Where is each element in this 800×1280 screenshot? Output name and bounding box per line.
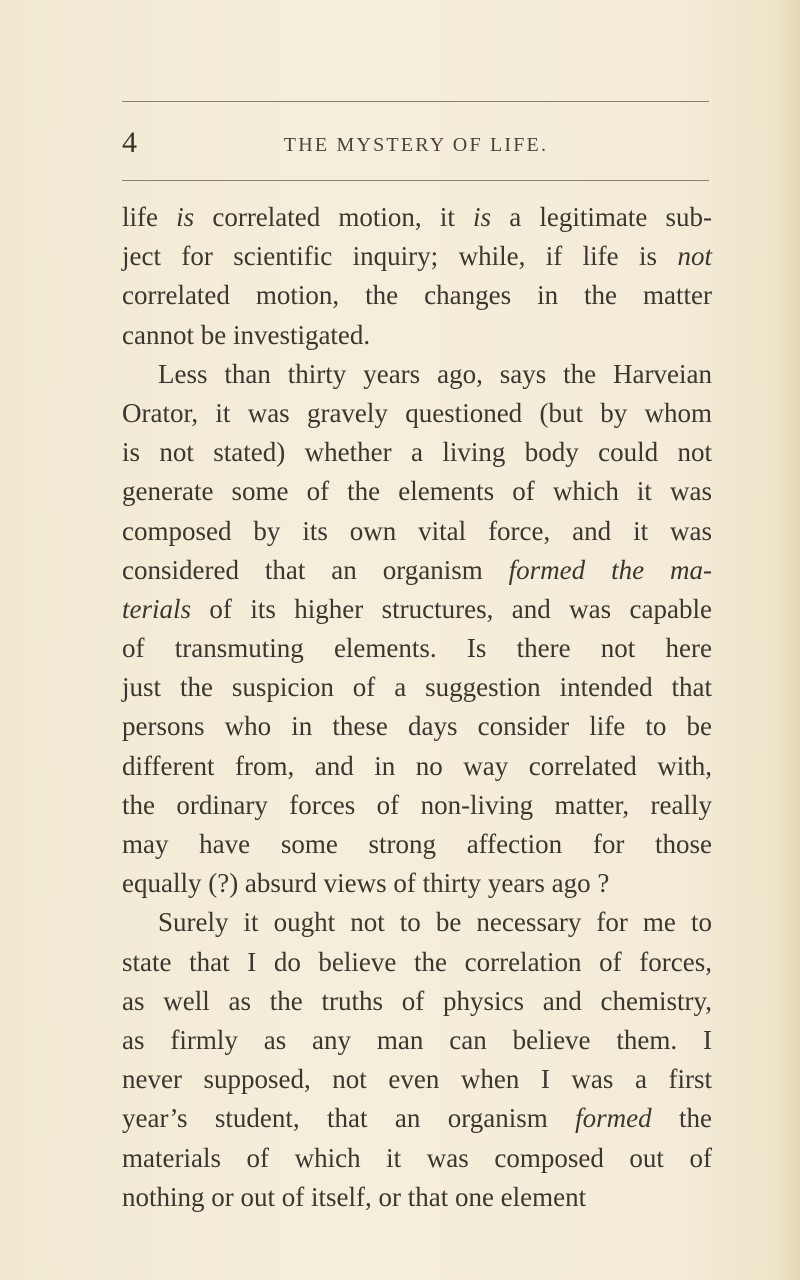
text-run: nothing or out of itself, or that one element <box>122 1181 587 1212</box>
italic-text: not <box>677 241 712 272</box>
text-line <box>122 629 712 668</box>
running-head: THE MYSTERY OF LIFE. <box>283 134 549 156</box>
text-run: equally (?) absurd views of thirty years ago ? <box>122 868 610 899</box>
text-run: just the suspicion of a suggestion intended that <box>122 672 712 703</box>
text-line <box>122 316 712 355</box>
italic-text: formed <box>575 1103 652 1134</box>
text-line <box>122 394 712 433</box>
text-run: of its higher structures, and was capable <box>191 593 712 624</box>
italic-text: formed the ma- <box>508 554 713 585</box>
text-run: life <box>122 202 177 232</box>
text-line <box>122 355 712 394</box>
text-run: correlated motion, it <box>194 202 474 232</box>
text-run: is not stated) whether a living body could not <box>122 437 712 468</box>
text-run: may have some strong affection for those <box>122 829 712 859</box>
text-line <box>122 472 712 511</box>
text-run: persons who in these days consider life to be <box>122 711 712 742</box>
text-run: as well as the truths of physics and chemistry, <box>122 985 712 1016</box>
text-line <box>122 551 712 590</box>
text-line <box>122 747 712 786</box>
page-number: 4 <box>122 126 137 159</box>
text-run: Surely it ought not to be necessary for me to <box>158 907 712 938</box>
text-run: the ordinary forces of non-living matter, really <box>122 789 712 820</box>
text-run: ject for scientific inquiry; while, if life is <box>122 241 678 272</box>
text-run: materials of which it was composed out of <box>122 1142 712 1173</box>
text-run: the <box>651 1103 712 1134</box>
text-run: state that I do believe the correlation of forces, <box>122 946 712 977</box>
text-line <box>122 433 712 472</box>
text-line <box>122 864 712 903</box>
text-run: different from, and in no way correlated with, <box>122 750 712 781</box>
text-run: Orator, it was gravely questioned (but by whom <box>122 397 712 428</box>
text-run: year’s student, that an organism <box>122 1103 576 1134</box>
text-line <box>122 590 712 629</box>
text-run: of transmuting elements. Is there not here <box>122 633 712 664</box>
header-rule-bottom <box>122 180 709 181</box>
text-line <box>122 1060 712 1099</box>
text-run: never supposed, not even when I was a first <box>122 1064 712 1095</box>
text-line <box>122 943 712 982</box>
italic-text: is <box>176 202 195 232</box>
text-run: Less than thirty years ago, says the Harveian <box>158 358 712 389</box>
text-line <box>122 198 712 237</box>
text-line <box>122 1021 712 1060</box>
text-line <box>122 1139 712 1178</box>
text-run: considered that an organism <box>122 554 509 585</box>
text-line <box>122 825 712 864</box>
page-edge-shadow <box>778 0 800 1280</box>
text-line <box>122 668 712 707</box>
text-line <box>122 903 712 942</box>
text-line <box>122 1178 712 1217</box>
italic-text: is <box>473 202 492 232</box>
text-run: as firmly as any man can believe them. I <box>122 1024 712 1055</box>
text-run: generate some of the elements of which it was <box>122 476 712 507</box>
text-line <box>122 982 712 1021</box>
text-run: cannot be investigated. <box>122 319 371 350</box>
text-line <box>122 707 712 746</box>
header-rule-top <box>122 101 709 102</box>
text-run: composed by its own vital force, and it was <box>122 515 712 546</box>
text-line <box>122 1099 712 1138</box>
body-text <box>122 198 712 1217</box>
text-run: correlated motion, the changes in the matter <box>122 280 712 311</box>
text-line <box>122 237 712 276</box>
italic-text: terials <box>122 593 192 624</box>
text-run: a legitimate sub- <box>491 202 712 232</box>
text-line <box>122 512 712 551</box>
text-line <box>122 276 712 315</box>
text-line <box>122 786 712 825</box>
